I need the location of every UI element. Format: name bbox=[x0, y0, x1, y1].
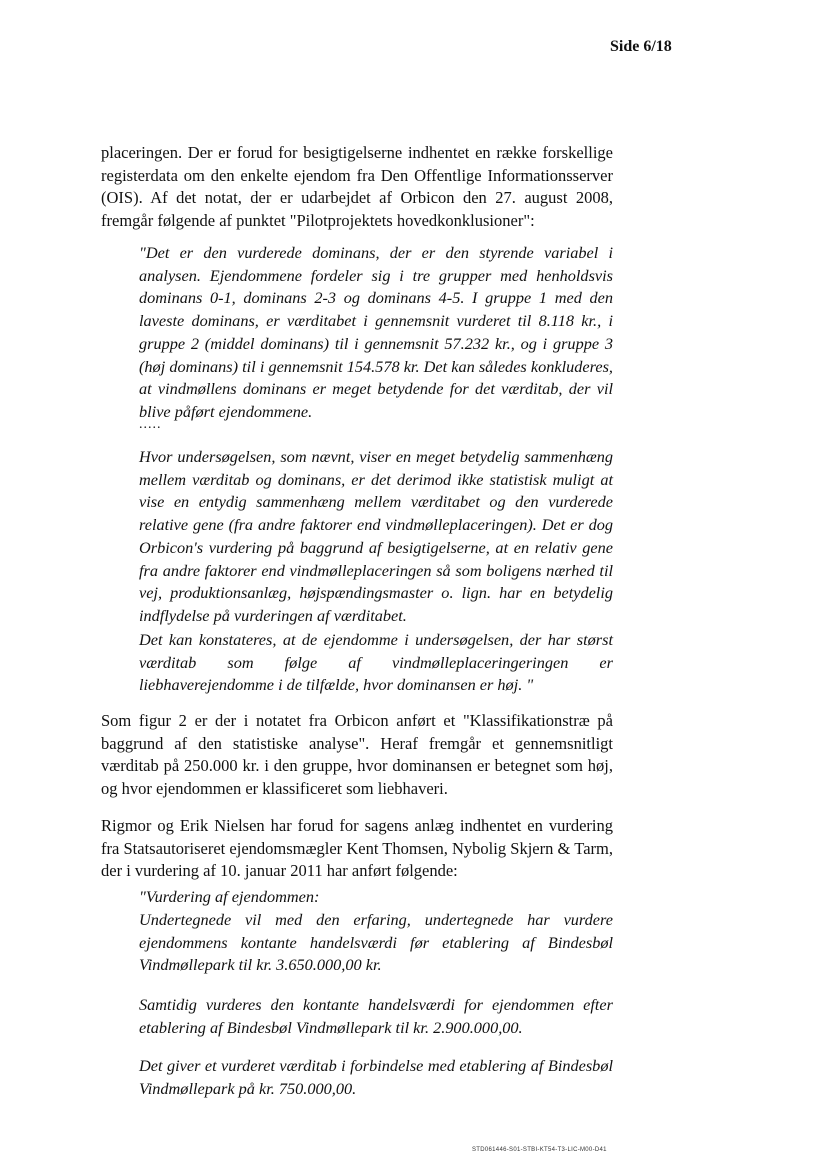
paragraph-valuation-request: Rigmor og Erik Nielsen har forud for sagens anlæg indhentet en vurdering fra Statsautoriseret ejendomsmægler Kent Thomsen, Nybolig Skjern & Tarm, der i vurdering af 10. januar 2011 har anført følgende: bbox=[101, 816, 613, 881]
document-code: STD061446-S01-STBI-KT54-T3-LIC-M00-D41 bbox=[472, 1147, 607, 1153]
page-number: Side 6/18 bbox=[610, 38, 672, 55]
quote-valuation-after: Samtidig vurderes den kontante handelsværdi for ejendommen efter etablering af Bindesbøl Vindmøllepark til kr. 2.900.000,00. bbox=[139, 995, 613, 1037]
paragraph-classification-tree: Som figur 2 er der i notatet fra Orbicon anført et "Klassifikationstræ på baggrund af den statistiske analyse". Heraf fremgår et gennemsnitligt værditab på 250.000 kr. i den gruppe, hvor dominansen er betegnet som høj, og hvor ejendommen er klassificeret som liebhaveri. bbox=[101, 711, 613, 798]
quote-liebhaver-conclusion: Det kan konstateres, at de ejendomme i undersøgelsen, der har størst værditab som følge af vindmølleplaceringeringen er liebhaverejendomme i de tilfælde, hvor dominansen er høj. " bbox=[139, 630, 613, 695]
quote-valuation-heading: "Vurdering af ejendommen: bbox=[139, 887, 320, 906]
quote-relative-gene: Hvor undersøgelsen, som nævnt, viser en meget betydelig sammenhæng mellem værditab og dominans, er det derimod ikke statistisk muligt at vise en entydig sammenhæng mellem værditabet og den vurderede relative gene (fra andre faktorer end vindmølleplaceringen). Det er dog Orbicon's vurdering på baggrund af besigtigelserne, at en relativ gene fra andre faktorer end vindmølleplaceringen så som boligens nærhed til vej, produktionsanlæg, højspændingsmaster o. lign. har en betydelig indflydelse på vurderingen af værditabet. bbox=[139, 447, 613, 625]
quote-dominans-analysis: "Det er den vurderede dominans, der er den styrende variabel i analysen. Ejendommene fordeler sig i tre grupper med henholdsvis dominans 0-1, dominans 2-3 og dominans 4-5. I gruppe 1 med den laveste dominans, er værditabet i gennemsnit vurderet til 8.118 kr., i gruppe 2 (middel dominans) til i gennemsnit 57.232 kr., og i gruppe 3 (høj dominans) til i gennemsnit 154.578 kr. Det kan således konkluderes, at vindmøllens dominans er meget betydende for det værditab, der vil blive påført ejendommene. bbox=[139, 243, 613, 421]
quote-ellipsis: ..... bbox=[139, 417, 162, 432]
quote-value-loss: Det giver et vurderet værditab i forbindelse med etablering af Bindesbøl Vindmøllepark på kr. 750.000,00. bbox=[139, 1056, 613, 1098]
paragraph-orbicon-intro: placeringen. Der er forud for besigtigelserne indhentet en række forskellige registerdata om den enkelte ejendom fra Den Offentlige Informationsserver (OIS). Af det notat, der er udarbejdet af Orbicon den 27. august 2008, fremgår følgende af punktet "Pilotprojektets hovedkonklusioner": bbox=[101, 143, 613, 230]
quote-valuation-before: Undertegnede vil med den erfaring, undertegnede har vurdere ejendommens kontante handelsværdi før etablering af Bindesbøl Vindmøllepark til kr. 3.650.000,00 kr. bbox=[139, 910, 613, 975]
